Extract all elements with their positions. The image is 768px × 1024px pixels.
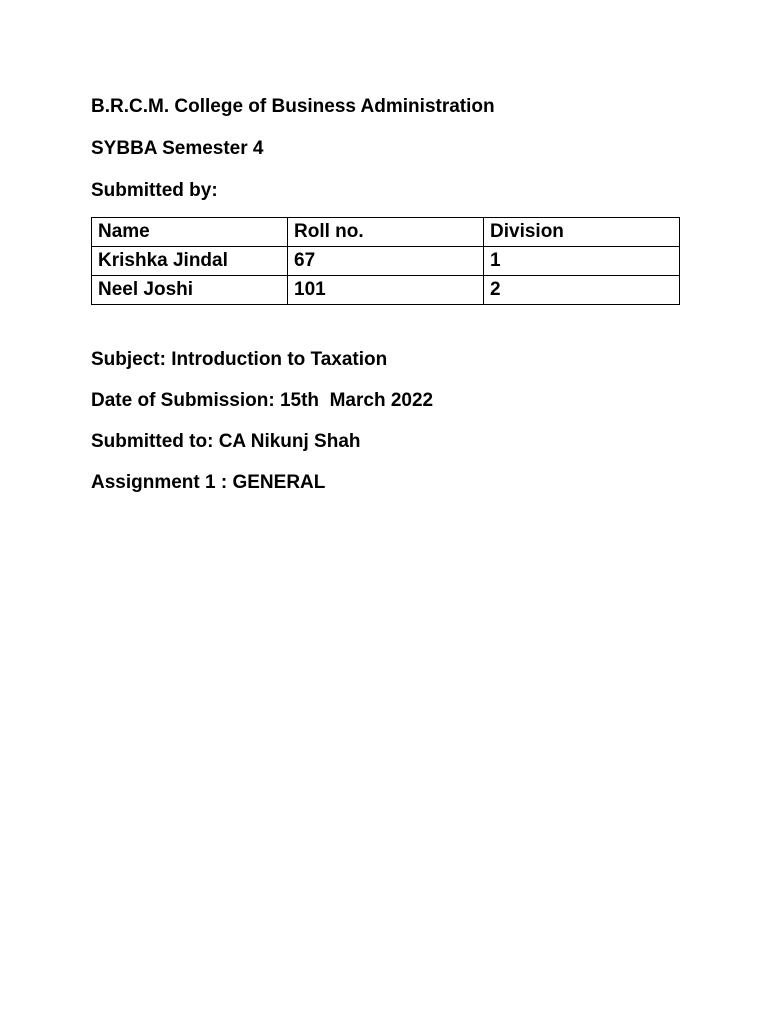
semester-line: SYBBA Semester 4: [91, 138, 264, 159]
table-header-row: [92, 218, 680, 247]
college-name: B.R.C.M. College of Business Administration: [91, 96, 495, 117]
header-name: Name: [92, 218, 288, 247]
table-row: [92, 247, 680, 276]
submitted-to-line: Submitted to: CA Nikunj Shah: [91, 431, 361, 452]
cell-name: Neel Joshi: [92, 276, 288, 305]
cell-division: 2: [484, 276, 680, 305]
cell-roll-no: 67: [288, 247, 484, 276]
submission-date-line: Date of Submission: 15th March 2022: [91, 390, 434, 411]
cell-roll-no: 101: [288, 276, 484, 305]
header-roll-no: Roll no.: [288, 218, 484, 247]
header-division: Division: [484, 218, 680, 247]
cell-division: 1: [484, 247, 680, 276]
submitters-table: [91, 217, 680, 305]
subject-line: Subject: Introduction to Taxation: [91, 349, 388, 370]
cell-name: Krishka Jindal: [92, 247, 288, 276]
submitted-by-label: Submitted by:: [91, 180, 218, 201]
table-row: [92, 276, 680, 305]
assignment-line: Assignment 1 : GENERAL: [91, 472, 326, 493]
